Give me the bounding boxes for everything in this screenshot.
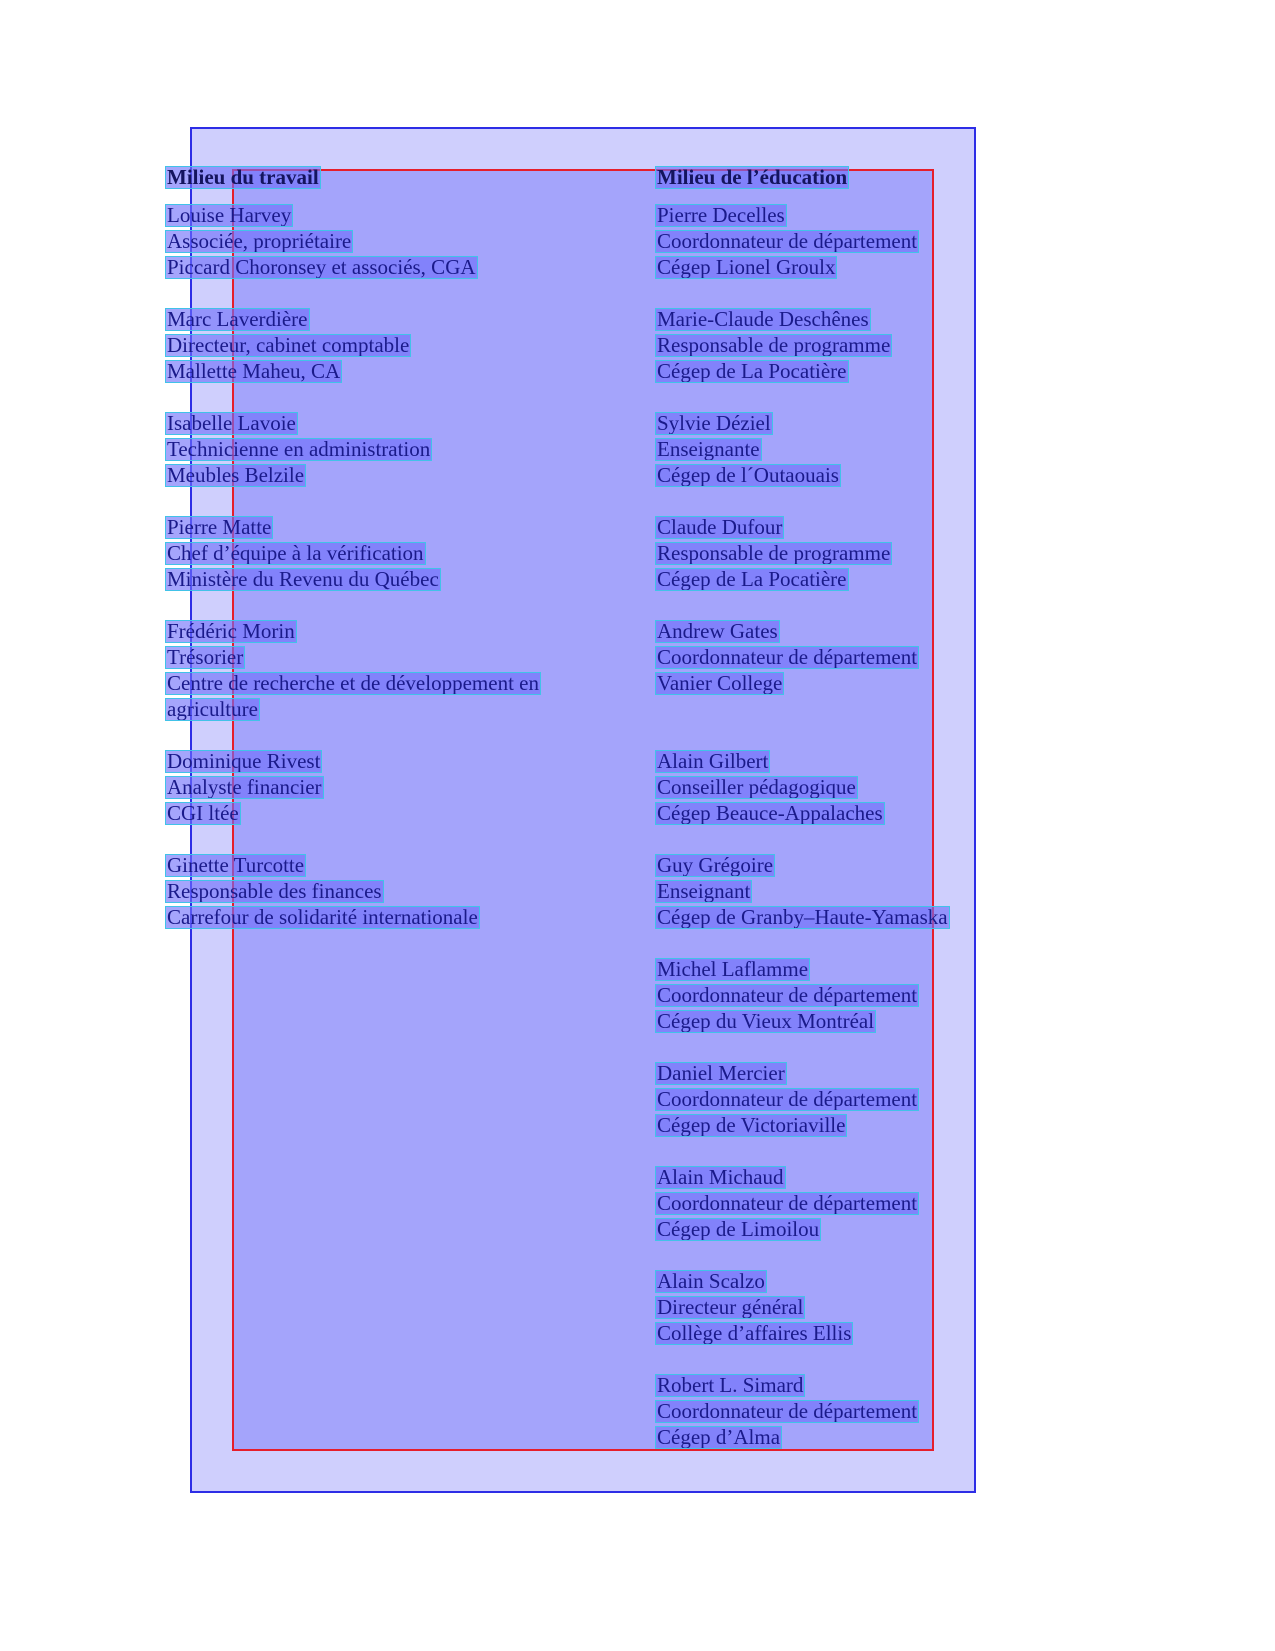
workplace-line: Technicienne en administration <box>167 437 431 461</box>
workplace-line: agriculture <box>167 697 258 721</box>
education-line: Enseignante <box>657 437 760 461</box>
workplace-line: Carrefour de solidarité internationale <box>167 905 478 929</box>
education-line: Robert L. Simard <box>657 1373 804 1397</box>
education-line: Marie-Claude Deschênes <box>657 307 869 331</box>
education-line: Guy Grégoire <box>657 853 774 877</box>
education-line: Coordonnateur de département <box>657 645 918 669</box>
education-line: Coordonnateur de département <box>657 1087 918 1111</box>
education-line: Alain Scalzo <box>657 1269 765 1293</box>
education-line: Cégep du Vieux Montréal <box>657 1009 875 1033</box>
education-line: Cégep de La Pocatière <box>657 567 847 591</box>
education-line: Cégep Lionel Groulx <box>657 255 836 279</box>
education-line: Coordonnateur de département <box>657 229 918 253</box>
workplace-line: Ginette Turcotte <box>167 853 305 877</box>
workplace-line: Directeur, cabinet comptable <box>167 333 410 357</box>
workplace-line: Associée, propriétaire <box>167 229 352 253</box>
education-line: Michel Laflamme <box>657 957 809 981</box>
column-header-education: Milieu de l’éducation <box>657 165 848 189</box>
workplace-line: Pierre Matte <box>167 515 272 539</box>
education-line: Cégep de Limoilou <box>657 1217 820 1241</box>
column-header-workplace: Milieu du travail <box>167 165 319 189</box>
education-line: Enseignant <box>657 879 751 903</box>
education-line: Claude Dufour <box>657 515 783 539</box>
education-line: Sylvie Déziel <box>657 411 771 435</box>
workplace-line: Trésorier <box>167 645 244 669</box>
workplace-line: CGI ltée <box>167 801 239 825</box>
education-line: Cégep de l´Outaouais <box>657 463 839 487</box>
education-line: Responsable de programme <box>657 541 891 565</box>
education-line: Directeur général <box>657 1295 804 1319</box>
workplace-line: Meubles Belzile <box>167 463 305 487</box>
workplace-line: Centre de recherche et de développement en <box>167 671 539 695</box>
education-line: Collège d’affaires Ellis <box>657 1321 852 1345</box>
workplace-line: Marc Laverdière <box>167 307 308 331</box>
education-line: Cégep de Victoriaville <box>657 1113 846 1137</box>
workplace-line: Piccard Choronsey et associés, CGA <box>167 255 476 279</box>
education-line: Vanier College <box>657 671 783 695</box>
workplace-line: Frédéric Morin <box>167 619 295 643</box>
education-line: Alain Michaud <box>657 1165 784 1189</box>
workplace-line: Analyste financier <box>167 775 322 799</box>
workplace-line: Mallette Maheu, CA <box>167 359 341 383</box>
education-line: Alain Gilbert <box>657 749 769 773</box>
workplace-line: Isabelle Lavoie <box>167 411 296 435</box>
education-line: Pierre Decelles <box>657 203 785 227</box>
education-line: Cégep d’Alma <box>657 1425 781 1449</box>
workplace-line: Chef d’équipe à la vérification <box>167 541 424 565</box>
workplace-line: Louise Harvey <box>167 203 292 227</box>
education-line: Cégep de La Pocatière <box>657 359 847 383</box>
education-line: Coordonnateur de département <box>657 983 918 1007</box>
education-line: Andrew Gates <box>657 619 778 643</box>
education-line: Coordonnateur de département <box>657 1191 918 1215</box>
education-line: Conseiller pédagogique <box>657 775 856 799</box>
education-line: Cégep de Granby–Haute-Yamaska <box>657 905 948 929</box>
workplace-line: Dominique Rivest <box>167 749 321 773</box>
education-line: Cégep Beauce-Appalaches <box>657 801 883 825</box>
education-line: Daniel Mercier <box>657 1061 785 1085</box>
workplace-line: Ministère du Revenu du Québec <box>167 567 439 591</box>
education-line: Responsable de programme <box>657 333 891 357</box>
workplace-line: Responsable des finances <box>167 879 382 903</box>
education-line: Coordonnateur de département <box>657 1399 918 1423</box>
